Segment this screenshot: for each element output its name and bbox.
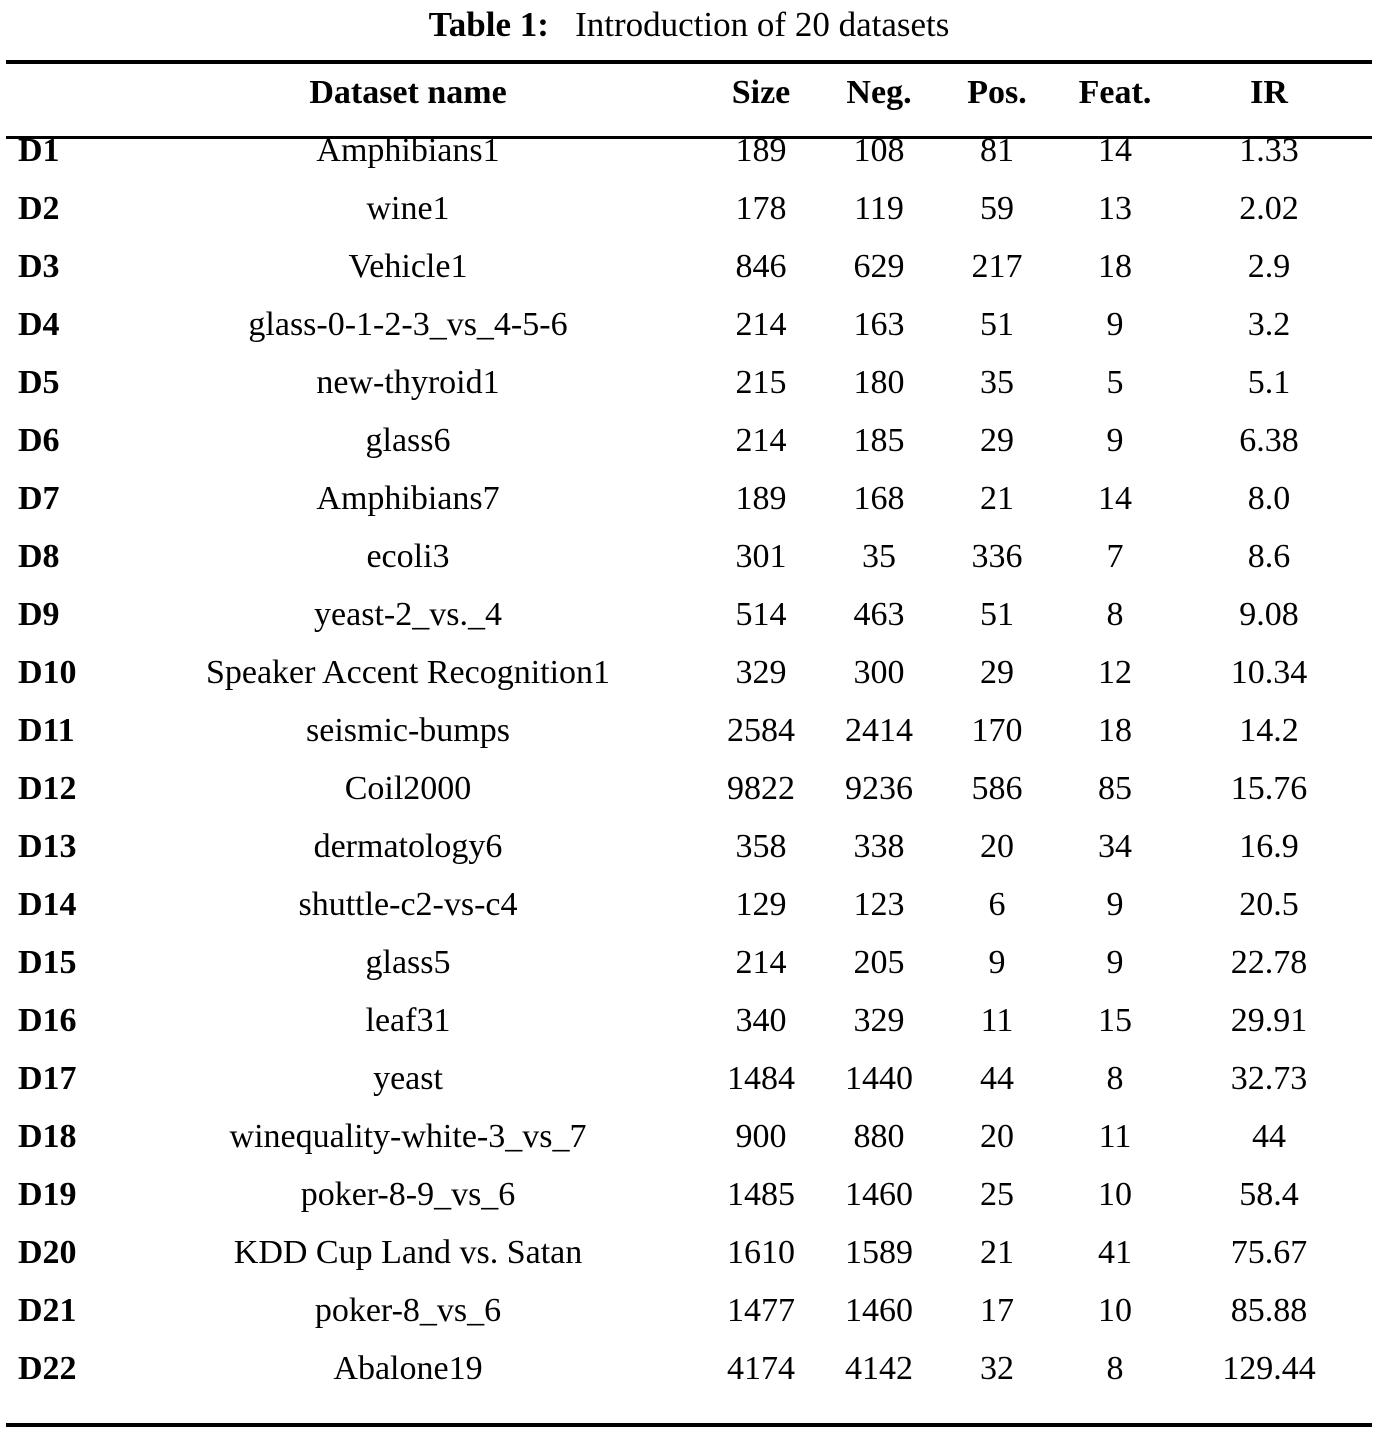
dataset-name: poker-8-9_vs_6 [300, 1176, 516, 1213]
dataset-name: wine1 [366, 190, 450, 227]
table-row [6, 354, 1372, 412]
pos-value: 32 [980, 1350, 1014, 1387]
feat-value: 18 [1098, 712, 1132, 749]
size-value: 514 [735, 596, 787, 633]
row-id: D14 [18, 886, 77, 923]
neg-value: 1440 [845, 1060, 913, 1097]
neg-value: 168 [853, 480, 905, 517]
table-row [6, 470, 1372, 528]
dataset-name: new-thyroid1 [316, 364, 500, 401]
size-value: 358 [735, 828, 787, 865]
ir-value: 14.2 [1239, 712, 1299, 749]
table-header-row [6, 64, 1372, 122]
size-value: 329 [735, 654, 787, 691]
pos-value: 21 [980, 480, 1014, 517]
feat-value: 12 [1098, 654, 1132, 691]
pos-value: 11 [980, 1002, 1014, 1039]
row-id: D19 [18, 1176, 77, 1213]
dataset-name: KDD Cup Land vs. Satan [233, 1234, 583, 1271]
dataset-name: glass-0-1-2-3_vs_4-5-6 [248, 306, 568, 343]
dataset-name: dermatology6 [313, 828, 503, 865]
table-row [6, 586, 1372, 644]
table-row [6, 1224, 1372, 1282]
column-header-size: Size [731, 74, 791, 111]
pos-value: 59 [980, 190, 1014, 227]
row-id: D4 [18, 306, 60, 343]
table-row [6, 992, 1372, 1050]
table-row [6, 644, 1372, 702]
ir-value: 8.6 [1247, 538, 1291, 575]
row-id: D1 [18, 132, 60, 169]
neg-value: 163 [853, 306, 905, 343]
table-row [6, 818, 1372, 876]
size-value: 846 [735, 248, 787, 285]
feat-value: 7 [1106, 538, 1124, 575]
table-row [6, 296, 1372, 354]
size-value: 2584 [727, 712, 795, 749]
neg-value: 629 [853, 248, 905, 285]
table-row [6, 934, 1372, 992]
dataset-name: shuttle-c2-vs-c4 [298, 886, 518, 923]
table-row [6, 122, 1372, 180]
neg-value: 2414 [845, 712, 913, 749]
dataset-name: glass6 [365, 422, 451, 459]
size-value: 4174 [727, 1350, 795, 1387]
row-id: D9 [18, 596, 60, 633]
size-value: 1485 [727, 1176, 795, 1213]
ir-value: 44 [1252, 1118, 1286, 1155]
row-id: D22 [18, 1350, 77, 1387]
table-row [6, 1282, 1372, 1340]
dataset-name: winequality-white-3_vs_7 [229, 1118, 587, 1155]
row-id: D7 [18, 480, 60, 517]
neg-value: 300 [853, 654, 905, 691]
dataset-name: Amphibians1 [316, 132, 500, 169]
row-id: D5 [18, 364, 60, 401]
dataset-name: Speaker Accent Recognition1 [205, 654, 611, 691]
table-row [6, 1166, 1372, 1224]
feat-value: 34 [1098, 828, 1132, 865]
table-row [6, 1340, 1372, 1398]
table-header [6, 64, 1372, 122]
neg-value: 9236 [845, 770, 913, 807]
size-value: 129 [735, 886, 787, 923]
neg-value: 1589 [845, 1234, 913, 1271]
neg-value: 1460 [845, 1176, 913, 1213]
column-header-feat: Feat. [1078, 74, 1152, 111]
size-value: 1610 [727, 1234, 795, 1271]
pos-value: 336 [971, 538, 1023, 575]
size-value: 189 [735, 132, 787, 169]
size-value: 214 [735, 944, 787, 981]
table-row [6, 412, 1372, 470]
column-header-pos: Pos. [967, 74, 1027, 111]
dataset-name: ecoli3 [366, 538, 450, 575]
pos-value: 170 [971, 712, 1023, 749]
feat-value: 9 [1106, 886, 1124, 923]
feat-value: 13 [1098, 190, 1132, 227]
column-header-id [6, 64, 114, 122]
ir-value: 5.1 [1247, 364, 1291, 401]
feat-value: 8 [1106, 1350, 1124, 1387]
ir-value: 58.4 [1239, 1176, 1299, 1213]
ir-value: 15.76 [1230, 770, 1308, 807]
feat-value: 11 [1098, 1118, 1132, 1155]
neg-value: 329 [853, 1002, 905, 1039]
ir-value: 129.44 [1222, 1350, 1316, 1387]
neg-value: 463 [853, 596, 905, 633]
column-header-neg: Neg. [846, 74, 912, 111]
size-value: 301 [735, 538, 787, 575]
dataset-name: yeast-2_vs._4 [314, 596, 502, 633]
row-id: D15 [18, 944, 77, 981]
size-value: 178 [735, 190, 787, 227]
ir-value: 6.38 [1239, 422, 1299, 459]
feat-value: 10 [1098, 1176, 1132, 1213]
ir-value: 29.91 [1230, 1002, 1308, 1039]
size-value: 189 [735, 480, 787, 517]
ir-value: 75.67 [1230, 1234, 1308, 1271]
feat-value: 14 [1098, 132, 1132, 169]
pos-value: 51 [980, 306, 1014, 343]
neg-value: 1460 [845, 1292, 913, 1329]
row-id: D17 [18, 1060, 77, 1097]
row-id: D11 [18, 712, 75, 749]
ir-value: 32.73 [1230, 1060, 1308, 1097]
pos-value: 20 [980, 828, 1014, 865]
table-caption [0, 2, 1378, 48]
pos-value: 17 [980, 1292, 1014, 1329]
dataset-name: Vehicle1 [348, 248, 468, 285]
feat-value: 10 [1098, 1292, 1132, 1329]
table-row [6, 702, 1372, 760]
ir-value: 2.02 [1239, 190, 1299, 227]
ir-value: 10.34 [1230, 654, 1308, 691]
pos-value: 20 [980, 1118, 1014, 1155]
pos-value: 35 [980, 364, 1014, 401]
pos-value: 21 [980, 1234, 1014, 1271]
row-id: D6 [18, 422, 60, 459]
feat-value: 18 [1098, 248, 1132, 285]
size-value: 214 [735, 422, 787, 459]
size-value: 1484 [727, 1060, 795, 1097]
table-row [6, 180, 1372, 238]
neg-value: 108 [853, 132, 905, 169]
table-row [6, 238, 1372, 296]
column-header-name: Dataset name [309, 74, 507, 111]
pos-value: 25 [980, 1176, 1014, 1213]
pos-value: 29 [980, 422, 1014, 459]
neg-value: 180 [853, 364, 905, 401]
size-value: 215 [735, 364, 787, 401]
row-id: D18 [18, 1118, 77, 1155]
pos-value: 9 [988, 944, 1006, 981]
feat-value: 85 [1098, 770, 1132, 807]
table-row [6, 760, 1372, 818]
dataset-name: yeast [373, 1060, 443, 1097]
neg-value: 4142 [845, 1350, 913, 1387]
dataset-name: Amphibians7 [316, 480, 500, 517]
row-id: D8 [18, 538, 60, 575]
pos-value: 29 [980, 654, 1014, 691]
pos-value: 6 [988, 886, 1006, 923]
size-value: 214 [735, 306, 787, 343]
dataset-name: Abalone19 [333, 1350, 483, 1387]
size-value: 9822 [727, 770, 795, 807]
dataset-name: glass5 [365, 944, 451, 981]
ir-value: 8.0 [1247, 480, 1291, 517]
neg-value: 119 [854, 190, 904, 227]
neg-value: 185 [853, 422, 905, 459]
dataset-name: seismic-bumps [306, 712, 510, 749]
table-row [6, 876, 1372, 934]
row-id: D16 [18, 1002, 77, 1039]
pos-value: 217 [971, 248, 1023, 285]
table-row [6, 528, 1372, 586]
size-value: 900 [735, 1118, 787, 1155]
row-id: D10 [18, 654, 77, 691]
feat-value: 41 [1098, 1234, 1132, 1271]
dataset-name: leaf31 [365, 1002, 451, 1039]
row-id: D2 [18, 190, 60, 227]
feat-value: 14 [1098, 480, 1132, 517]
neg-value: 338 [853, 828, 905, 865]
neg-value: 205 [853, 944, 905, 981]
neg-value: 880 [853, 1118, 905, 1155]
size-value: 1477 [727, 1292, 795, 1329]
row-id: D20 [18, 1234, 77, 1271]
ir-value: 3.2 [1247, 306, 1291, 343]
ir-value: 9.08 [1239, 596, 1299, 633]
neg-value: 35 [862, 538, 896, 575]
pos-value: 586 [971, 770, 1023, 807]
row-id: D3 [18, 248, 60, 285]
pos-value: 44 [980, 1060, 1014, 1097]
table-row [6, 1050, 1372, 1108]
feat-value: 9 [1106, 422, 1124, 459]
ir-value: 85.88 [1230, 1292, 1308, 1329]
datasets-table [6, 64, 1372, 1398]
ir-value: 1.33 [1239, 132, 1299, 169]
size-value: 340 [735, 1002, 787, 1039]
row-id: D21 [18, 1292, 77, 1329]
feat-value: 15 [1098, 1002, 1132, 1039]
caption-label: Table 1: [428, 5, 549, 44]
feat-value: 8 [1106, 1060, 1124, 1097]
feat-value: 8 [1106, 596, 1124, 633]
row-id: D13 [18, 828, 77, 865]
feat-value: 9 [1106, 944, 1124, 981]
neg-value: 123 [853, 886, 905, 923]
ir-value: 16.9 [1239, 828, 1299, 865]
feat-value: 9 [1106, 306, 1124, 343]
column-header-ir: IR [1250, 74, 1288, 111]
table-row [6, 1108, 1372, 1166]
pos-value: 81 [980, 132, 1014, 169]
feat-value: 5 [1106, 364, 1124, 401]
dataset-name: poker-8_vs_6 [314, 1292, 502, 1329]
row-id: D12 [18, 770, 77, 807]
table-bottom-rule [6, 1423, 1372, 1427]
caption-text: Introduction of 20 datasets [575, 5, 950, 44]
ir-value: 22.78 [1230, 944, 1308, 981]
table-body [6, 122, 1372, 1398]
ir-value: 20.5 [1239, 886, 1299, 923]
dataset-name: Coil2000 [344, 770, 472, 807]
pos-value: 51 [980, 596, 1014, 633]
ir-value: 2.9 [1247, 248, 1291, 285]
